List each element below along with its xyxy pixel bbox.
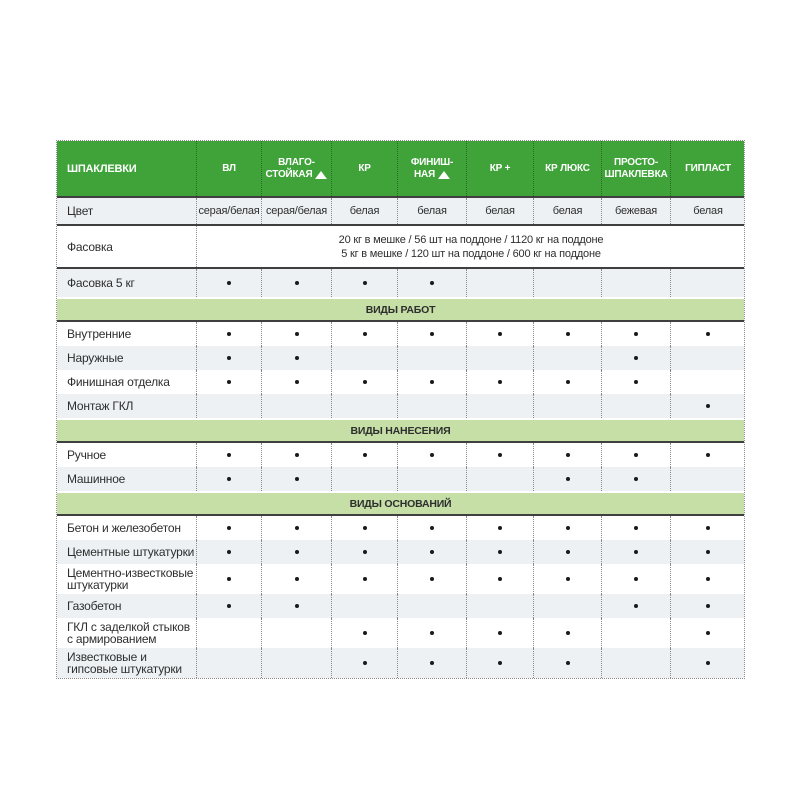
row-label: Ручное bbox=[67, 448, 107, 462]
dot-marker bbox=[363, 332, 367, 336]
dot-cell bbox=[397, 564, 466, 594]
data-row bbox=[57, 370, 744, 394]
dot-cell bbox=[397, 618, 466, 648]
row-label: Газобетон bbox=[67, 599, 122, 613]
dot-cell bbox=[261, 370, 331, 394]
dot-cell bbox=[466, 516, 533, 540]
dot-marker bbox=[566, 550, 570, 554]
dot-marker bbox=[566, 526, 570, 530]
dot-cell bbox=[670, 443, 745, 467]
dot-marker bbox=[566, 577, 570, 581]
column-header bbox=[670, 141, 745, 196]
dot-cell bbox=[196, 516, 261, 540]
dot-cell bbox=[533, 648, 601, 678]
dot-cell bbox=[196, 540, 261, 564]
empty-cell bbox=[397, 394, 466, 418]
dot-marker bbox=[227, 550, 231, 554]
dot-marker bbox=[227, 477, 231, 481]
table-body bbox=[57, 198, 744, 678]
dot-cell bbox=[261, 516, 331, 540]
dot-marker bbox=[363, 380, 367, 384]
empty-cell bbox=[601, 648, 670, 678]
dot-marker bbox=[498, 332, 502, 336]
empty-cell bbox=[397, 467, 466, 491]
dot-cell bbox=[196, 594, 261, 618]
putty-comparison-table bbox=[56, 140, 745, 679]
column-header bbox=[601, 141, 670, 196]
dot-marker bbox=[363, 550, 367, 554]
dot-cell bbox=[331, 564, 397, 594]
dot-cell bbox=[601, 370, 670, 394]
dot-cell bbox=[601, 540, 670, 564]
dot-marker bbox=[227, 526, 231, 530]
dot-marker bbox=[295, 356, 299, 360]
dot-cell bbox=[196, 346, 261, 370]
empty-cell bbox=[466, 467, 533, 491]
dot-marker bbox=[706, 332, 710, 336]
dot-cell bbox=[601, 346, 670, 370]
column-header-text: НАЯ bbox=[413, 168, 436, 180]
empty-cell bbox=[261, 618, 331, 648]
row-label: Фасовка bbox=[67, 239, 113, 254]
dot-cell bbox=[261, 322, 331, 346]
dot-cell bbox=[670, 594, 745, 618]
dot-cell bbox=[261, 467, 331, 491]
column-header-title: ШПАКЛЕВКИ bbox=[67, 162, 137, 175]
dot-marker bbox=[430, 577, 434, 581]
dot-marker bbox=[295, 453, 299, 457]
data-row bbox=[57, 564, 744, 594]
dot-marker bbox=[498, 550, 502, 554]
dot-marker bbox=[430, 380, 434, 384]
dot-marker bbox=[295, 550, 299, 554]
dot-cell bbox=[533, 516, 601, 540]
column-header-text: СТОЙКАЯ bbox=[265, 168, 313, 180]
dot-cell bbox=[397, 370, 466, 394]
dot-marker bbox=[227, 604, 231, 608]
row-label: Цвет bbox=[67, 204, 94, 218]
packing-info-cell bbox=[196, 226, 745, 267]
dot-cell bbox=[261, 540, 331, 564]
dot-cell bbox=[261, 564, 331, 594]
dot-marker bbox=[706, 526, 710, 530]
color-row bbox=[57, 198, 744, 226]
dot-cell bbox=[670, 648, 745, 678]
column-header bbox=[331, 141, 397, 196]
empty-cell bbox=[601, 394, 670, 418]
empty-cell bbox=[331, 467, 397, 491]
dot-cell bbox=[533, 618, 601, 648]
section-band: ВИДЫ РАБОТ bbox=[57, 297, 744, 322]
column-header-text: КР + bbox=[489, 162, 511, 174]
row-label: Цементные штукатурки bbox=[67, 545, 195, 559]
empty-cell bbox=[331, 346, 397, 370]
empty-cell bbox=[533, 594, 601, 618]
row-label: Фасовка 5 кг bbox=[67, 276, 135, 290]
empty-cell bbox=[670, 370, 745, 394]
data-row bbox=[57, 443, 744, 467]
dot-marker bbox=[430, 453, 434, 457]
dot-cell bbox=[331, 443, 397, 467]
dot-cell bbox=[533, 564, 601, 594]
dot-cell bbox=[670, 516, 745, 540]
mountain-icon bbox=[438, 171, 450, 179]
empty-cell bbox=[331, 594, 397, 618]
dot-marker bbox=[295, 526, 299, 530]
dot-marker bbox=[634, 526, 638, 530]
dot-marker bbox=[227, 281, 231, 285]
dot-marker bbox=[634, 477, 638, 481]
dot-cell bbox=[331, 540, 397, 564]
dot-cell bbox=[331, 370, 397, 394]
section-band: ВИДЫ ОСНОВАНИЙ bbox=[57, 491, 744, 516]
dot-cell bbox=[533, 467, 601, 491]
dot-cell bbox=[397, 322, 466, 346]
dot-marker bbox=[498, 380, 502, 384]
empty-cell bbox=[196, 648, 261, 678]
dot-cell bbox=[397, 648, 466, 678]
data-row bbox=[57, 648, 744, 678]
column-header-text: ГИПЛАСТ bbox=[685, 162, 731, 174]
color-value-cell: белая bbox=[466, 198, 533, 224]
empty-cell bbox=[533, 269, 601, 297]
dot-cell bbox=[601, 443, 670, 467]
dot-cell bbox=[397, 443, 466, 467]
dot-cell bbox=[196, 269, 261, 297]
empty-cell bbox=[466, 394, 533, 418]
dot-marker bbox=[634, 453, 638, 457]
dot-marker bbox=[363, 526, 367, 530]
row-label: Бетон и железобетон bbox=[67, 521, 181, 535]
dot-marker bbox=[227, 577, 231, 581]
dot-cell bbox=[670, 322, 745, 346]
section-band: ВИДЫ НАНЕСЕНИЯ bbox=[57, 418, 744, 443]
color-value-cell: серая/белая bbox=[261, 198, 331, 224]
dot-cell bbox=[196, 443, 261, 467]
empty-cell bbox=[601, 269, 670, 297]
column-header-line bbox=[414, 169, 450, 181]
column-header-text: КР ЛЮКС bbox=[545, 162, 590, 174]
dot-marker bbox=[706, 453, 710, 457]
row-label: Внутренние bbox=[67, 327, 132, 341]
data-row bbox=[57, 594, 744, 618]
empty-cell bbox=[601, 618, 670, 648]
dot-cell bbox=[670, 564, 745, 594]
mountain-icon bbox=[315, 171, 327, 179]
dot-cell bbox=[466, 370, 533, 394]
empty-cell bbox=[397, 594, 466, 618]
dot-cell bbox=[466, 322, 533, 346]
empty-cell bbox=[397, 346, 466, 370]
dot-cell bbox=[261, 443, 331, 467]
empty-cell bbox=[670, 269, 745, 297]
dot-marker bbox=[430, 550, 434, 554]
color-value-cell: белая bbox=[331, 198, 397, 224]
dot-cell bbox=[533, 540, 601, 564]
data-row bbox=[57, 516, 744, 540]
dot-cell bbox=[397, 269, 466, 297]
empty-cell bbox=[670, 467, 745, 491]
dot-cell bbox=[331, 516, 397, 540]
column-header-line bbox=[411, 157, 453, 169]
empty-cell bbox=[466, 346, 533, 370]
empty-cell bbox=[196, 394, 261, 418]
dot-marker bbox=[295, 604, 299, 608]
data-row bbox=[57, 322, 744, 346]
dot-cell bbox=[601, 516, 670, 540]
dot-marker bbox=[227, 356, 231, 360]
dot-cell bbox=[261, 269, 331, 297]
dot-cell bbox=[466, 564, 533, 594]
dot-marker bbox=[430, 526, 434, 530]
color-value-cell: серая/белая bbox=[196, 198, 261, 224]
dot-marker bbox=[706, 604, 710, 608]
column-header-text: ВЛАГО- bbox=[278, 156, 315, 168]
dot-marker bbox=[566, 477, 570, 481]
dot-cell bbox=[466, 443, 533, 467]
column-header-line bbox=[614, 157, 658, 169]
dot-marker bbox=[295, 332, 299, 336]
row-label: Монтаж ГКЛ bbox=[67, 399, 134, 413]
dot-marker bbox=[566, 332, 570, 336]
empty-cell bbox=[533, 394, 601, 418]
dot-marker bbox=[498, 631, 502, 635]
dot-marker bbox=[498, 453, 502, 457]
data-row bbox=[57, 618, 744, 648]
dot-marker bbox=[295, 477, 299, 481]
dot-marker bbox=[706, 661, 710, 665]
data-row bbox=[57, 540, 744, 564]
dot-cell bbox=[331, 648, 397, 678]
dot-marker bbox=[227, 453, 231, 457]
dot-cell bbox=[196, 467, 261, 491]
packing-line-1: 20 кг в мешке / 56 шт на поддоне / 1120 кг на поддоне bbox=[338, 233, 604, 246]
dot-marker bbox=[363, 281, 367, 285]
dot-marker bbox=[498, 577, 502, 581]
dot-cell bbox=[670, 618, 745, 648]
column-header bbox=[533, 141, 601, 196]
dot-marker bbox=[634, 577, 638, 581]
dot-marker bbox=[566, 631, 570, 635]
data-row bbox=[57, 346, 744, 370]
dot-marker bbox=[706, 577, 710, 581]
dot-marker bbox=[634, 356, 638, 360]
column-header-line bbox=[545, 163, 590, 175]
dot-cell bbox=[196, 564, 261, 594]
column-header-text: ШПАКЛЕВКА bbox=[604, 168, 668, 180]
data-row bbox=[57, 394, 744, 418]
dot-marker bbox=[363, 631, 367, 635]
dot-marker bbox=[498, 526, 502, 530]
column-header-line bbox=[266, 169, 328, 181]
dot-cell bbox=[331, 269, 397, 297]
color-value-cell: белая bbox=[533, 198, 601, 224]
table-header-row bbox=[57, 141, 744, 198]
empty-cell bbox=[533, 346, 601, 370]
dot-cell bbox=[196, 370, 261, 394]
dot-marker bbox=[227, 332, 231, 336]
column-header-line bbox=[222, 163, 236, 175]
column-header-text: ФИНИШ- bbox=[410, 156, 454, 168]
empty-cell bbox=[196, 618, 261, 648]
dot-cell bbox=[466, 540, 533, 564]
dot-cell bbox=[261, 346, 331, 370]
empty-cell bbox=[261, 394, 331, 418]
dot-marker bbox=[566, 453, 570, 457]
dot-marker bbox=[634, 380, 638, 384]
row-label: Известковые и гипсовые штукатурки bbox=[67, 650, 182, 676]
row-label: Наружные bbox=[67, 351, 124, 365]
column-header-text: ПРОСТО- bbox=[613, 156, 659, 168]
dot-cell bbox=[397, 516, 466, 540]
dot-cell bbox=[397, 540, 466, 564]
column-header-line bbox=[278, 157, 315, 169]
packing-row bbox=[57, 226, 744, 269]
column-header-line bbox=[685, 163, 731, 175]
dot-marker bbox=[227, 380, 231, 384]
dot-marker bbox=[430, 332, 434, 336]
packing-5kg-row bbox=[57, 269, 744, 297]
dot-marker bbox=[566, 661, 570, 665]
dot-marker bbox=[634, 604, 638, 608]
row-label: Машинное bbox=[67, 472, 126, 486]
dot-marker bbox=[634, 332, 638, 336]
row-label: Финишная отделка bbox=[67, 375, 170, 389]
dot-cell bbox=[670, 394, 745, 418]
color-value-cell: белая bbox=[670, 198, 745, 224]
dot-cell bbox=[331, 618, 397, 648]
empty-cell bbox=[331, 394, 397, 418]
column-header-line bbox=[490, 163, 511, 175]
column-header-line bbox=[358, 163, 370, 175]
color-value-cell: белая bbox=[397, 198, 466, 224]
dot-marker bbox=[363, 661, 367, 665]
dot-cell bbox=[261, 594, 331, 618]
empty-cell bbox=[466, 594, 533, 618]
dot-marker bbox=[498, 661, 502, 665]
dot-marker bbox=[430, 281, 434, 285]
dot-marker bbox=[295, 380, 299, 384]
dot-cell bbox=[601, 564, 670, 594]
dot-marker bbox=[706, 631, 710, 635]
packing-line-2: 5 кг в мешке / 120 шт на поддоне / 600 кг на поддоне bbox=[341, 247, 601, 260]
dot-cell bbox=[601, 594, 670, 618]
dot-marker bbox=[363, 577, 367, 581]
dot-marker bbox=[430, 631, 434, 635]
dot-cell bbox=[533, 322, 601, 346]
dot-marker bbox=[295, 281, 299, 285]
color-value-cell: бежевая bbox=[601, 198, 670, 224]
dot-marker bbox=[430, 661, 434, 665]
column-header-line bbox=[605, 169, 668, 181]
dot-marker bbox=[706, 404, 710, 408]
empty-cell bbox=[261, 648, 331, 678]
dot-cell bbox=[601, 322, 670, 346]
empty-cell bbox=[466, 269, 533, 297]
dot-cell bbox=[533, 443, 601, 467]
column-header-text: КР bbox=[358, 162, 371, 174]
dot-cell bbox=[466, 648, 533, 678]
column-header bbox=[196, 141, 261, 196]
dot-marker bbox=[566, 380, 570, 384]
dot-marker bbox=[363, 453, 367, 457]
dot-cell bbox=[196, 322, 261, 346]
row-label: Цементно-известковые штукатурки bbox=[67, 566, 194, 592]
dot-marker bbox=[706, 550, 710, 554]
column-header-text: ВЛ bbox=[222, 162, 236, 174]
row-label: ГКЛ с заделкой стыков с армированием bbox=[67, 620, 190, 646]
data-row bbox=[57, 467, 744, 491]
column-header bbox=[261, 141, 331, 196]
dot-cell bbox=[533, 370, 601, 394]
dot-cell bbox=[601, 467, 670, 491]
dot-cell bbox=[670, 540, 745, 564]
dot-marker bbox=[634, 550, 638, 554]
dot-cell bbox=[331, 322, 397, 346]
dot-cell bbox=[466, 618, 533, 648]
column-header bbox=[466, 141, 533, 196]
empty-cell bbox=[670, 346, 745, 370]
dot-marker bbox=[295, 577, 299, 581]
column-header bbox=[397, 141, 466, 196]
